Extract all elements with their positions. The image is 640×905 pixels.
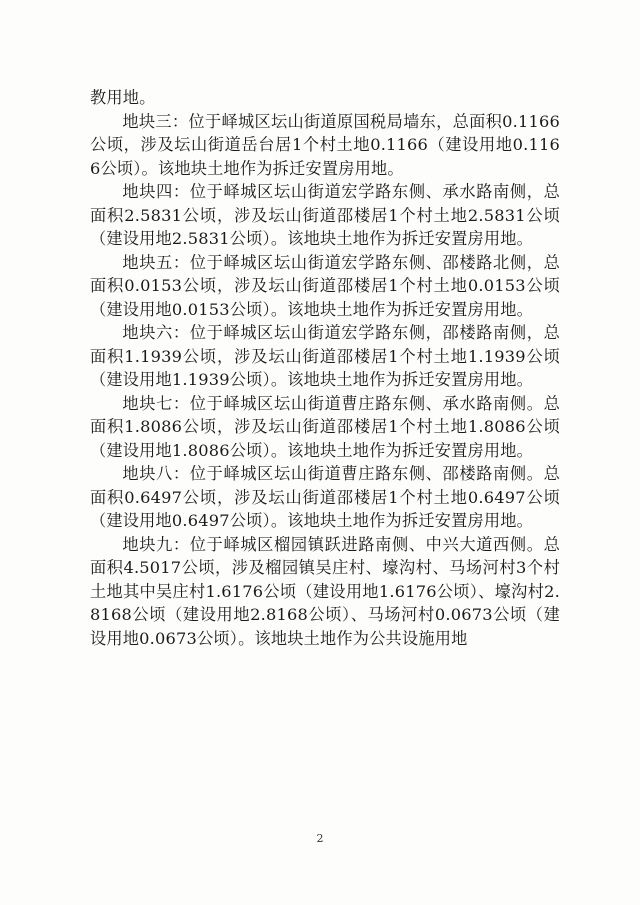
paragraph-plot-3: 地块三：位于峄城区坛山街道原国税局墙东，总面积0.1166公顷，涉及坛山街道岳台居1个村土地0.1166（建设用地0.1166公顷）。该地块土地作为拆迁安置房用地。 [90, 111, 560, 178]
paragraph-continuation: 教用地。 [90, 88, 156, 107]
document-body [90, 86, 560, 650]
page-number: 2 [316, 832, 324, 845]
paragraph-plot-4: 地块四：位于峄城区坛山街道宏学路东侧、承水路南侧，总面积2.5831公顷，涉及坛山街道邵楼居1个村土地2.5831公顷（建设用地2.5831公顷）。该地块土地作为拆迁安置房用地。 [90, 182, 560, 248]
paragraph-plot-9: 地块九：位于峄城区榴园镇跃进路南侧、中兴大道西侧。总面积4.5017公顷，涉及榴园镇吴庄村、壕沟村、马场河村3个村土地其中吴庄村1.6176公顷（建设用地1.6176公顷）、壕沟村2.8168公顷（建设用地2.8168公顷）、马场河村0.0673公顷（建设用地0.0673公顷）。该地块土地作为公共设施用地 [90, 534, 560, 648]
paragraph-plot-7: 地块七：位于峄城区坛山街道曹庄路东侧、承水路南侧。总面积1.8086公顷，涉及坛山街道邵楼居1个村土地1.8086公顷（建设用地1.8086公顷）。该地块土地作为拆迁安置房用地。 [90, 393, 560, 460]
paragraph-plot-8: 地块八：位于峄城区坛山街道曹庄路东侧、邵楼路南侧。总面积0.6497公顷，涉及坛山街道邵楼居1个村土地0.6497公顷（建设用地0.6497公顷）。该地块土地作为拆迁安置房用地。 [90, 464, 560, 530]
paragraph-plot-5: 地块五：位于峄城区坛山街道宏学路东侧、邵楼路北侧，总面积0.0153公顷，涉及坛山街道邵楼居1个村土地0.0153公顷（建设用地0.0153公顷）。该地块土地作为拆迁安置房用地。 [90, 252, 560, 319]
paragraph-plot-6: 地块六：位于峄城区坛山街道宏学路东侧，邵楼路南侧，总面积1.1939公顷，涉及坛山街道邵楼居1个村土地1.1939公顷（建设用地1.1939公顷）。该地块土地作为拆迁安置房用地。 [90, 323, 560, 389]
